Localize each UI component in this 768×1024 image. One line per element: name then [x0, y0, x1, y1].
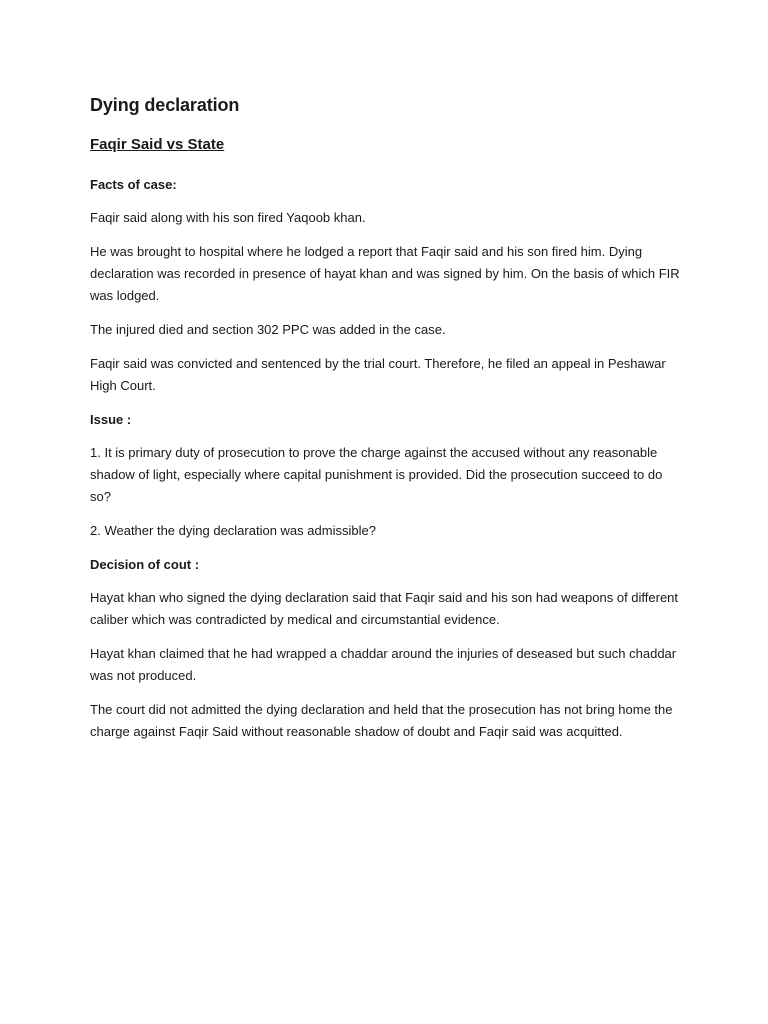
document-title: Dying declaration: [90, 95, 240, 115]
facts-paragraph: He was brought to hospital where he lodged a report that Faqir said and his son fired him. Dying declaration was recorded in presence of hayat khan and was signed by him. On the basis of which FIR was lodged.: [90, 244, 680, 303]
facts-paragraph: The injured died and section 302 PPC was added in the case.: [90, 322, 446, 337]
decision-paragraph: The court did not admitted the dying declaration and held that the prosecution has not bring home the charge against Faqir Said without reasonable shadow of doubt and Faqir said was acquitted.: [90, 702, 673, 739]
case-title: Faqir Said vs State: [90, 136, 225, 153]
issue-heading: Issue :: [90, 412, 132, 427]
facts-heading: Facts of case:: [90, 177, 177, 192]
facts-paragraph: Faqir said was convicted and sentenced by the trial court. Therefore, he filed an appeal in Peshawar High Court.: [90, 356, 666, 393]
decision-heading: Decision of cout :: [90, 557, 200, 572]
decision-paragraph: Hayat khan who signed the dying declaration said that Faqir said and his son had weapons of different caliber which was contradicted by medical and circumstantial evidence.: [90, 590, 679, 627]
issue-paragraph: 2. Weather the dying declaration was admissible?: [90, 523, 376, 538]
facts-paragraph: Faqir said along with his son fired Yaqoob khan.: [90, 210, 366, 225]
issue-paragraph: 1. It is primary duty of prosecution to prove the charge against the accused without any reasonable shadow of light, especially where capital punishment is provided. Did the prosecution succeed to do so?: [90, 445, 663, 504]
decision-paragraph: Hayat khan claimed that he had wrapped a chaddar around the injuries of deseased but such chaddar was not produced.: [90, 646, 677, 683]
document-body: [90, 92, 680, 755]
